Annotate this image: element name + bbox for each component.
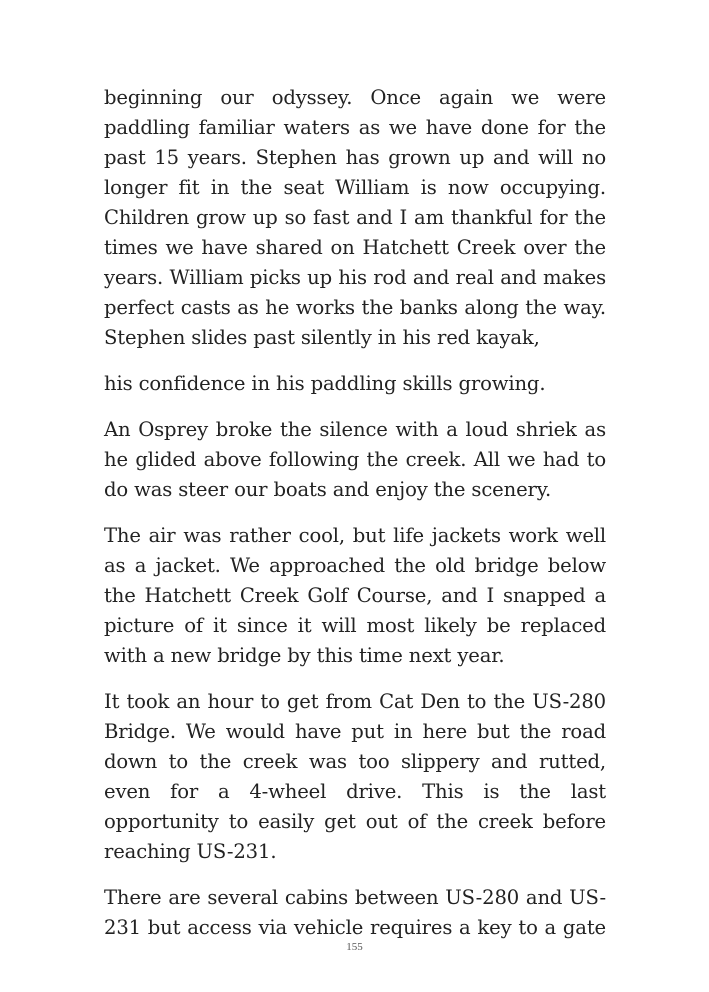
paragraph-1: beginning our odyssey. Once again we were paddling familiar waters as we have done for the past 15 years. Stephen has grown up and will no longer fit in the seat William is now occupying. Children grow up so fast and I am thankful for the times we have shared on Hatchett Creek over the years. William picks up his rod and real and makes perfect casts as he works the banks along the way. Stephen slides past silently in his red kayak, [104,86,606,349]
paragraph-4: The air was rather cool, but life jackets work well as a jacket. We approached the old bridge below the Hatchett Creek Golf Course, and I snapped a picture of it since it will most likely be replaced with a new bridge by this time next year. [104,524,606,667]
body-text [104,83,606,959]
paragraph-6: There are several cabins between US-280 and US-231 but access via vehicle requires a key to a gate [104,886,606,939]
paragraph-3: An Osprey broke the silence with a loud shriek as he glided above following the creek. All we had to do was steer our boats and enjoy the scenery. [104,418,606,501]
page-number: 155 [346,941,363,953]
paragraph-5: It took an hour to get from Cat Den to the US-280 Bridge. We would have put in here but the road down to the creek was too slippery and rutted, even for a 4-wheel drive. This is the last opportunity to easily get out of the creek before reaching US-231. [104,690,606,863]
paragraph-2: his confidence in his paddling skills growing. [104,372,546,395]
